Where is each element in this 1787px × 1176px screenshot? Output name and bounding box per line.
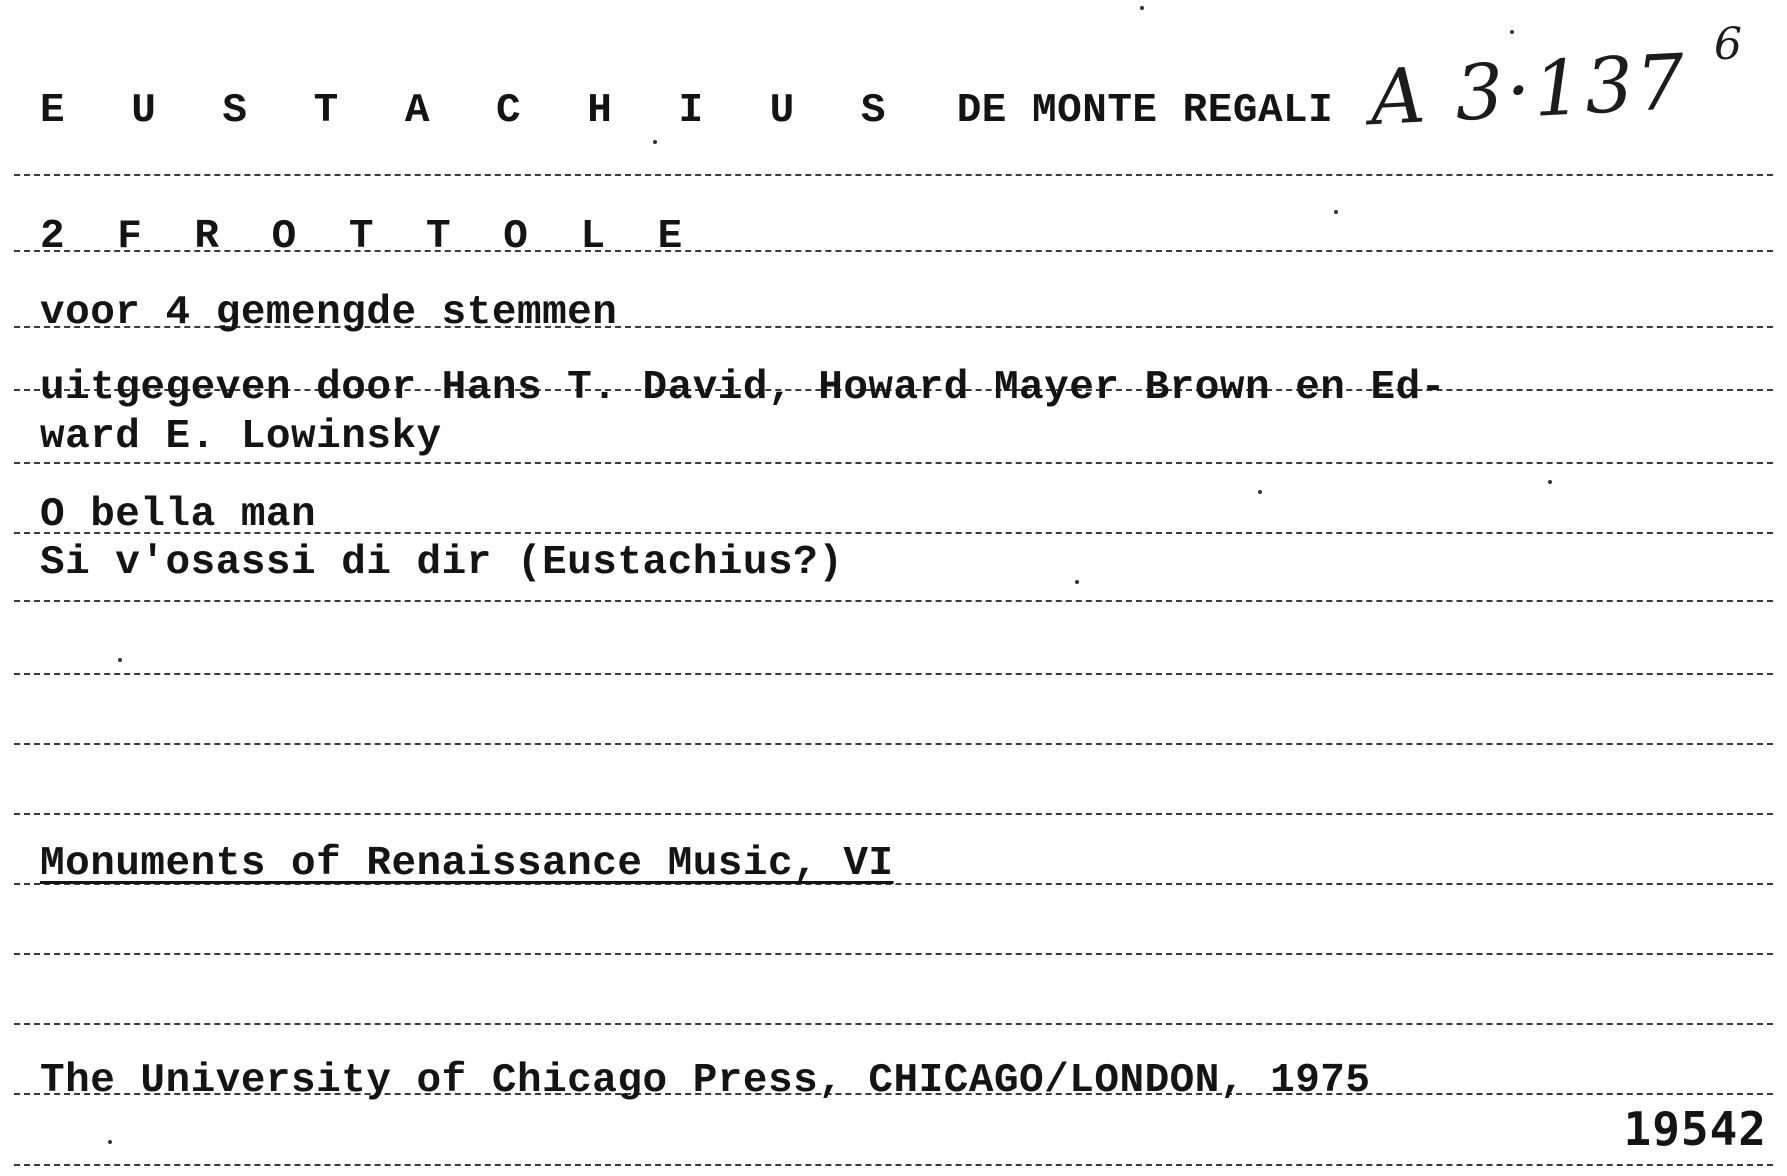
author-rest: DE MONTE REGALI <box>956 88 1334 134</box>
shelfmark: A 3·137 <box>1367 36 1690 143</box>
publisher-imprint: The University of Chicago Press, CHICAGO/LONDON, 1975 <box>40 1058 1371 1104</box>
scoring: voor 4 gemengde stemmen <box>40 290 618 336</box>
scan-speck <box>1510 30 1514 34</box>
card-rule <box>14 673 1773 675</box>
series-statement: Monuments of Renaissance Music, VI <box>40 841 894 887</box>
shelfmark-superscript: 6 <box>1714 19 1742 70</box>
card-rule <box>14 174 1773 176</box>
editors-line-1: uitgegeven door Hans T. David, Howard Mayer Brown en Ed- <box>40 365 1446 411</box>
work-title: 2 F R O T T O L E <box>40 214 697 260</box>
author-surname: E U S T A C H I U S <box>40 88 907 134</box>
card-rule <box>14 743 1773 745</box>
scan-speck <box>1548 480 1552 484</box>
scan-speck <box>653 140 657 144</box>
card-rule <box>14 813 1773 815</box>
scan-speck <box>118 658 122 662</box>
scan-speck <box>1075 580 1079 584</box>
card-rule <box>14 462 1773 464</box>
accession-number: 19542 <box>1623 1102 1767 1156</box>
card-rule <box>14 953 1773 955</box>
scan-speck <box>108 1140 112 1144</box>
card-rule <box>14 1164 1773 1166</box>
content-item: Si v'osassi di dir (Eustachius?) <box>40 540 844 586</box>
card-rule <box>14 600 1773 602</box>
card-rule <box>14 1023 1773 1025</box>
content-item: O bella man <box>40 492 317 538</box>
scan-speck <box>1140 6 1144 10</box>
scan-speck <box>1258 490 1262 494</box>
author-heading <box>40 88 1333 134</box>
editors-line-2: ward E. Lowinsky <box>40 414 442 460</box>
scan-speck <box>1334 210 1338 214</box>
